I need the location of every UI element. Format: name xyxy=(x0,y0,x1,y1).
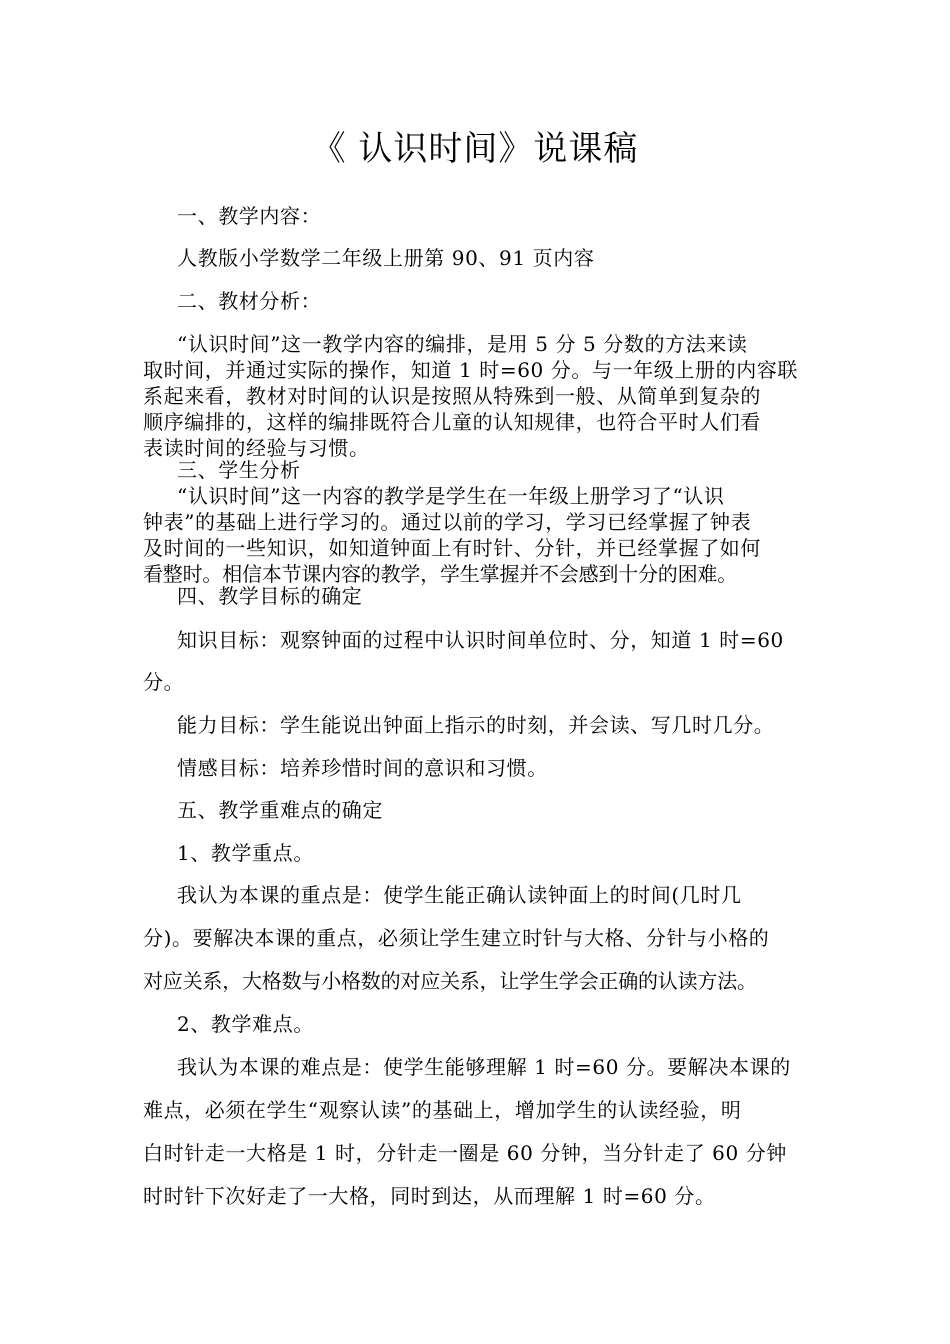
paragraph-line: 系起来看，教材对时间的认识是按照从特殊到一般、从简单到复杂的 xyxy=(143,384,761,408)
paragraph-line: 人教版小学数学二年级上册第 90、91 页内容 xyxy=(177,246,595,270)
subheading-key-point: 1、教学重点。 xyxy=(177,841,314,865)
paragraph-line: 能力目标：学生能说出钟面上指示的时刻，并会读、写几时几分。 xyxy=(177,713,775,737)
paragraph-line: 知识目标：观察钟面的过程中认识时间单位时、分，知道 1 时=60 xyxy=(177,628,784,652)
document-title: 《 认识时间》说课稿 xyxy=(311,129,639,169)
paragraph-line: 时时针下次好走了一大格，同时到达，从而理解 1 时=60 分。 xyxy=(143,1184,716,1208)
heading-teaching-goals: 四、教学目标的确定 xyxy=(177,584,363,608)
paragraph-line: 分)。要解决本课的重点，必须让学生建立时针与大格、分针与小格的 xyxy=(143,926,770,950)
paragraph-line: 我认为本课的重点是：使学生能正确认读钟面上的时间(几时几 xyxy=(177,883,742,907)
heading-teaching-content: 一、教学内容： xyxy=(177,204,322,228)
paragraph-line: 取时间，并通过实际的操作，知道 1 时=60 分。与一年级上册的内容联 xyxy=(143,358,799,382)
heading-key-difficult-points: 五、教学重难点的确定 xyxy=(177,798,383,822)
paragraph-line: 我认为本课的难点是：使学生能够理解 1 时=60 分。要解决本课的 xyxy=(177,1055,791,1079)
paragraph-line: 顺序编排的，这样的编排既符合儿童的认知规律，也符合平时人们看 xyxy=(143,410,761,434)
paragraph-line: 表读时间的经验与习惯。 xyxy=(143,436,370,460)
paragraph-line: 及时间的一些知识，如知道钟面上有时针、分针，并已经掌握了如何 xyxy=(143,536,761,560)
paragraph-line: 难点，必须在学生“观察认读”的基础上，增加学生的认读经验，明 xyxy=(143,1098,742,1122)
paragraph-line: 看整时。相信本节课内容的教学，学生掌握并不会感到十分的困难。 xyxy=(143,562,737,586)
heading-student-analysis: 三、学生分析 xyxy=(177,458,301,482)
subheading-difficult-point: 2、教学难点。 xyxy=(177,1012,314,1036)
paragraph-line: 分。 xyxy=(143,670,185,694)
heading-textbook-analysis: 二、教材分析： xyxy=(177,289,322,313)
paragraph-line: “认识时间”这一教学内容的编排，是用 5 分 5 分数的方法来读 xyxy=(177,332,748,356)
paragraph-line: 白时针走一大格是 1 时，分针走一圈是 60 分钟，当分针走了 60 分钟 xyxy=(143,1141,787,1165)
paragraph-line: 情感目标：培养珍惜时间的意识和习惯。 xyxy=(177,756,548,780)
paragraph-line: “认识时间”这一内容的教学是学生在一年级上册学习了“认识 xyxy=(177,484,725,508)
paragraph-line: 钟表”的基础上进行学习的。通过以前的学习，学习已经掌握了钟表 xyxy=(143,510,752,534)
paragraph-line: 对应关系，大格数与小格数的对应关系，让学生学会正确的认读方法。 xyxy=(143,969,757,993)
